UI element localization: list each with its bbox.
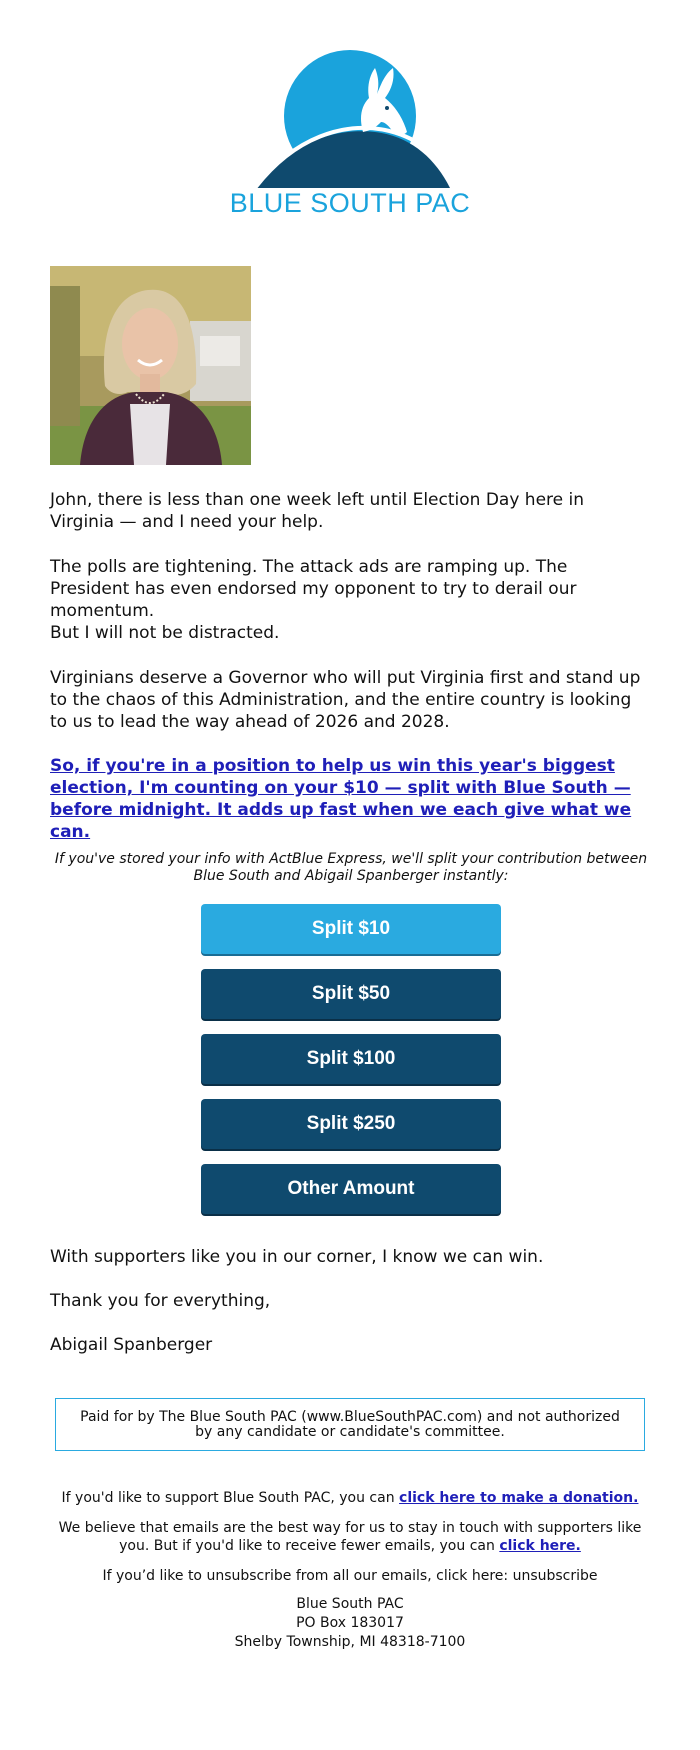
address-line-1: Blue South PAC — [296, 1596, 404, 1612]
letter-paragraph-3: But I will not be distracted. — [50, 623, 280, 643]
fewer-emails-line — [55, 1519, 645, 1555]
header-logo — [0, 48, 700, 219]
support-text: If you'd like to support Blue South PAC, you can — [61, 1490, 400, 1506]
donate-cta-link[interactable]: So, if you're in a position to help us win this year's biggest election, I'm counting on your $10 — split with Blue South — before midnight. It adds up fast when we each give what we can. — [50, 756, 632, 842]
letter-paragraph-4: Virginians deserve a Governor who will put Virginia first and stand up to the chaos of this Administration, and the entire country is looking to us to lead the way ahead of 2026 and 2028. — [50, 668, 641, 732]
split-250-button[interactable]: Split $250 — [201, 1099, 501, 1149]
fewer-emails-text: We believe that emails are the best way for us to stay in touch with supporters like you. But if you'd like to receive fewer emails, you can — [58, 1520, 642, 1554]
address-line-3: Shelby Township, MI 48318-7100 — [234, 1634, 466, 1650]
unsubscribe-line — [55, 1567, 645, 1585]
paid-for-disclaimer — [55, 1398, 645, 1451]
donation-link[interactable]: click here to make a donation. — [399, 1490, 639, 1506]
logo-text: BLUE SOUTH PAC — [229, 188, 471, 218]
unsubscribe-text: If you’d like to unsubscribe from all our emails, click here: — [102, 1568, 513, 1584]
closing-line-2: Thank you for everything, — [50, 1291, 271, 1311]
closing-line-1: With supporters like you in our corner, I know we can win. — [50, 1247, 544, 1267]
donkey-logo-icon — [235, 48, 465, 188]
actblue-express-note: If you've stored your info with ActBlue Express, we'll split your contribution between Blue South and Abigail Spanberger instantly: — [54, 851, 648, 884]
split-50-button[interactable]: Split $50 — [201, 969, 501, 1019]
fewer-emails-link[interactable]: click here. — [499, 1538, 581, 1554]
unsubscribe-link[interactable]: unsubscribe — [512, 1568, 598, 1584]
letter-paragraph-2: The polls are tightening. The attack ads are ramping up. The President has even endorsed my opponent to try to derail our momentum. — [50, 557, 577, 621]
disclaimer-text: Paid for by The Blue South PAC (www.BlueSouthPAC.com) and not authorized by any candidate or candidate's committee. — [80, 1408, 620, 1440]
address-line-2: PO Box 183017 — [296, 1615, 404, 1631]
letter-paragraph-1: John, there is less than one week left until Election Day here in Virginia — and I need your help. — [50, 490, 584, 532]
candidate-portrait-photo — [50, 266, 251, 465]
signature: Abigail Spanberger — [50, 1335, 213, 1355]
portrait-illustration — [50, 266, 251, 465]
split-10-button[interactable]: Split $10 — [201, 904, 501, 954]
support-line — [55, 1489, 645, 1507]
mailing-address — [55, 1595, 645, 1652]
other-amount-button[interactable]: Other Amount — [201, 1164, 501, 1214]
split-100-button[interactable]: Split $100 — [201, 1034, 501, 1084]
